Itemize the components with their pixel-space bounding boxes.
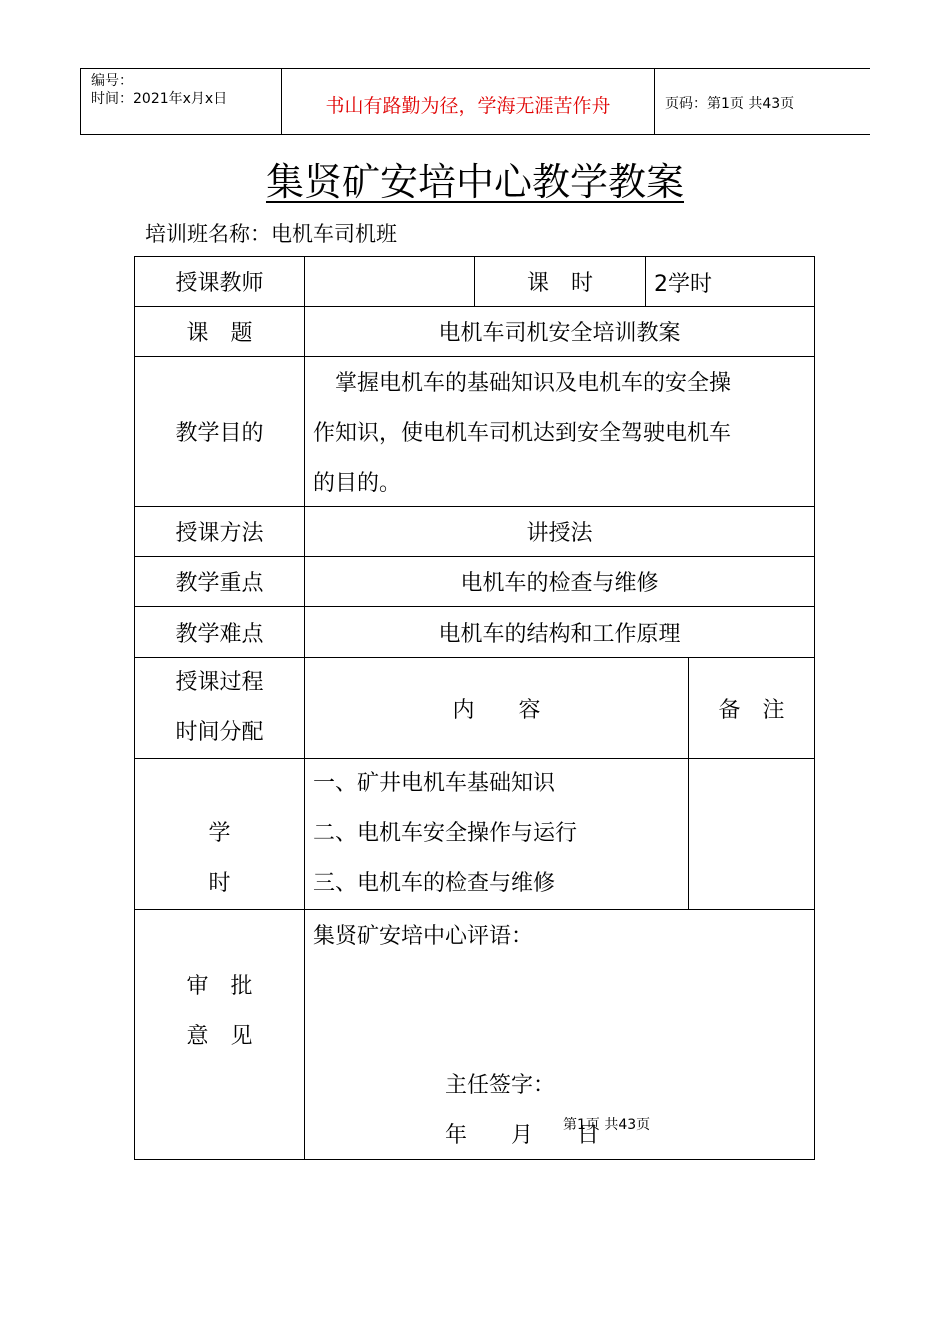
teacher-value-cell — [304, 256, 475, 307]
method-value: 讲授法 — [526, 521, 593, 546]
remark-cell — [688, 758, 815, 910]
review-label: 集贤矿安培中心评语： — [313, 924, 534, 949]
topic-label-cell — [134, 306, 305, 357]
difficulty-value-cell — [304, 606, 815, 658]
process-label-line-2: 时间分配 — [175, 720, 264, 745]
goal-value-cell — [304, 356, 815, 507]
approval-label-cell — [134, 909, 305, 1160]
difficulty-label-cell — [134, 606, 305, 658]
focus-label: 教学重点 — [175, 571, 264, 596]
process-label-cell — [134, 657, 305, 759]
document-title: 集贤矿安培中心教学教案 — [265, 160, 684, 204]
header-motto-cell — [282, 69, 655, 134]
content-items-cell — [304, 758, 689, 910]
approval-label-line-2: 意 见 — [186, 1024, 253, 1049]
topic-value-cell — [304, 306, 815, 357]
topic-label: 课 题 — [186, 321, 253, 346]
goal-line-2: 作知识，使电机车司机达到安全驾驶电机车 — [313, 421, 732, 446]
goal-label-cell — [134, 356, 305, 507]
focus-value-cell — [304, 556, 815, 607]
content-header-cell — [304, 657, 689, 759]
focus-value: 电机车的检查与维修 — [460, 571, 659, 596]
header-page-info: 页码：第1页 共43页 — [665, 96, 795, 112]
process-label-line-1: 授课过程 — [175, 670, 264, 695]
difficulty-label: 教学难点 — [175, 621, 264, 647]
teacher-label-cell — [134, 256, 305, 307]
motto-text: 书山有路勤为径，学海无涯苦作舟 — [325, 95, 611, 117]
difficulty-value: 电机车的结构和工作原理 — [438, 621, 681, 647]
class-name: 培训班名称：电机车司机班 — [145, 222, 397, 246]
content-header: 内 容 — [452, 697, 541, 723]
hours-label: 课 时 — [526, 271, 593, 296]
content-item-1: 一、矿井电机车基础知识 — [313, 771, 556, 796]
hours-value-cell — [645, 256, 815, 307]
goal-line-3: 的目的。 — [313, 471, 402, 496]
approval-value-cell — [304, 909, 815, 1160]
footer-page-info: 第1页 共43页 — [563, 1117, 651, 1133]
method-label-cell — [134, 506, 305, 557]
header-page-cell — [655, 69, 870, 134]
hours-col-cell — [134, 758, 305, 910]
goal-label: 教学目的 — [175, 421, 264, 446]
hours-value: 2学时 — [654, 272, 712, 297]
doc-number-label: 编号： — [91, 73, 133, 89]
remark-header-cell — [688, 657, 815, 759]
lesson-plan-table — [135, 257, 815, 1161]
doc-time-label: 时间：2021年x月x日 — [91, 91, 228, 107]
method-value-cell — [304, 506, 815, 557]
approval-label-line-1: 审 批 — [186, 974, 253, 999]
goal-line-1: 掌握电机车的基础知识及电机车的安全操 — [313, 371, 732, 396]
hours-label-cell — [474, 256, 646, 307]
topic-value: 电机车司机安全培训教案 — [438, 321, 681, 346]
remark-header: 备 注 — [718, 697, 785, 723]
header-meta-cell — [81, 69, 282, 134]
hours-col-line-1: 学 — [208, 821, 231, 846]
focus-label-cell — [134, 556, 305, 607]
method-label: 授课方法 — [175, 521, 264, 546]
content-item-3: 三、电机车的检查与维修 — [313, 871, 556, 896]
signature-label: 主任签字： — [445, 1073, 556, 1098]
hours-col-line-2: 时 — [208, 871, 231, 896]
teacher-label: 授课教师 — [175, 271, 264, 296]
page-header — [80, 68, 870, 135]
content-item-2: 二、电机车安全操作与运行 — [313, 821, 578, 846]
date-label: 年 月 日 — [445, 1123, 600, 1148]
